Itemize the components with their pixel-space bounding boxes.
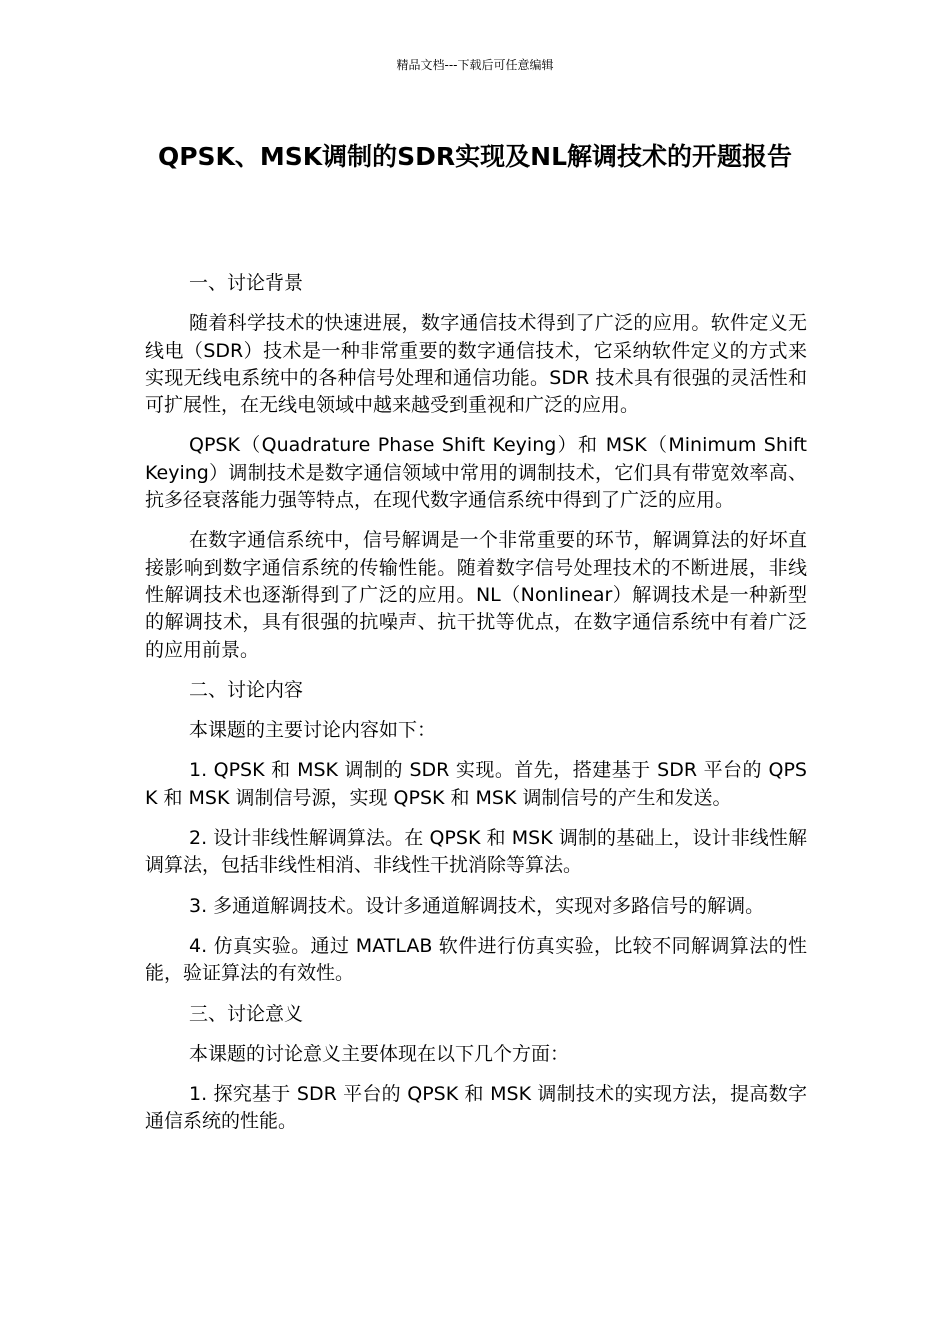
list-item-content-4: 4. 仿真实验。通过 MATLAB 软件进行仿真实验，比较不同解调算法的性能，验证算法的有效性。 [145, 934, 807, 985]
paragraph-significance-intro: 本课题的讨论意义主要体现在以下几个方面： [189, 1042, 570, 1065]
paragraph-qpsk-msk: QPSK（Quadrature Phase Shift Keying）和 MSK（Minimum Shift Keying）调制技术是数字通信领域中常用的调制技术，它们具有带宽效率高、抗多径衰落能力强等特点，在现代数字通信系统中得到了广泛的应用。 [145, 434, 807, 512]
page-header: 精品文档---下载后可任意编辑 [396, 58, 554, 72]
section-heading-background: 一、讨论背景 [189, 272, 304, 294]
list-item-content-1: 1. QPSK 和 MSK 调制的 SDR 实现。首先，搭建基于 SDR 平台的 QPSK 和 MSK 调制信号源，实现 QPSK 和 MSK 调制信号的产生和发送。 [145, 759, 807, 809]
list-item-significance-1: 1. 探究基于 SDR 平台的 QPSK 和 MSK 调制技术的实现方法，提高数字通信系统的性能。 [145, 1083, 807, 1133]
document-title: QPSK、MSK调制的SDR实现及NL解调技术的开题报告 [157, 142, 793, 171]
section-heading-significance: 三、讨论意义 [189, 1002, 304, 1025]
paragraph-content-intro: 本课题的主要讨论内容如下： [189, 719, 437, 742]
paragraph-sdr-intro: 随着科学技术的快速进展，数字通信技术得到了广泛的应用。软件定义无线电（SDR）技术是一种非常重要的数字通信技术，它采纳软件定义的方式来实现无线电系统中的各种信号处理和通信功能。SDR 技术具有很强的灵活性和可扩展性，在无线电领域中越来越受到重视和广泛的应用。 [145, 312, 807, 417]
paragraph-demodulation: 在数字通信系统中，信号解调是一个非常重要的环节，解调算法的好坏直接影响到数字通信系统的传输性能。随着数字信号处理技术的不断进展，非线性解调技术也逐渐得到了广泛的应用。NL（Nonlinear）解调技术是一种新型的解调技术，具有很强的抗噪声、抗干扰等优点，在数字通信系统中有着广泛的应用前景。 [145, 529, 807, 661]
list-item-content-2: 2. 设计非线性解调算法。在 QPSK 和 MSK 调制的基础上，设计非线性解调算法，包括非线性相消、非线性干扰消除等算法。 [145, 827, 807, 877]
list-item-content-3: 3. 多通道解调技术。设计多通道解调技术，实现对多路信号的解调。 [189, 894, 765, 917]
section-heading-content: 二、讨论内容 [189, 678, 304, 701]
document-body [145, 270, 807, 1149]
